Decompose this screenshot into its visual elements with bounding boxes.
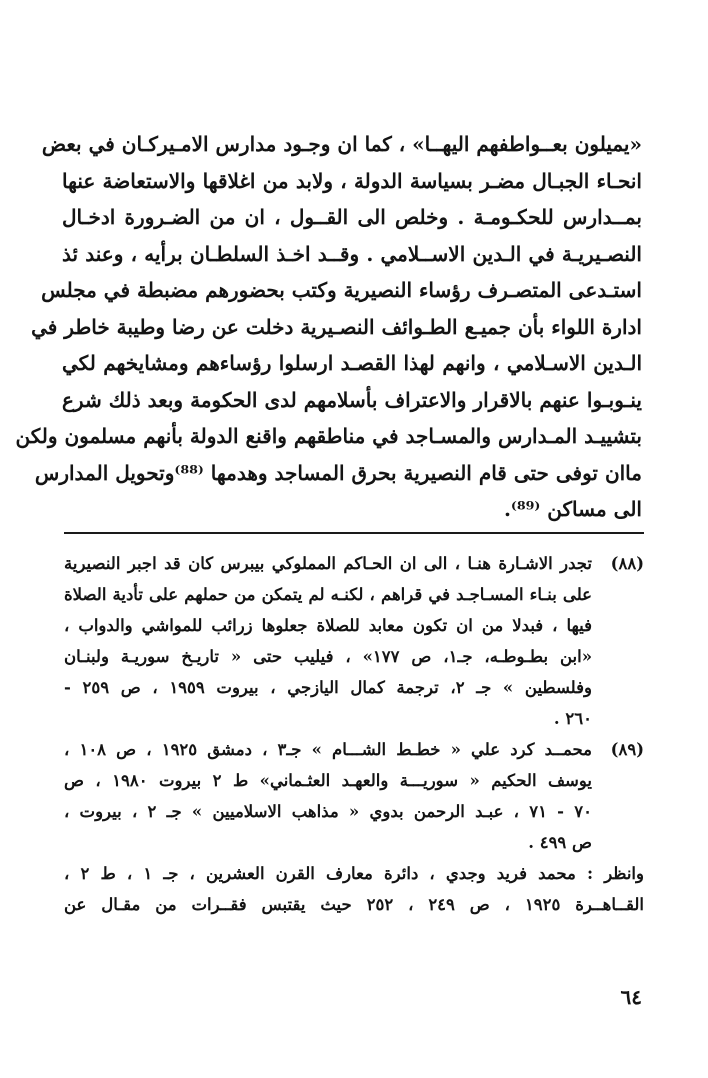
footnote-line: ٧٠ - ٧١ ، عبـد الرحمن بدوي « مذاهب الاسلاميين » جـ ٢ ، بيروت ،: [64, 802, 593, 821]
text-line: ماان توفى حتى قام النصيرية بحرق المساجد وهدمها ⁽⁸⁸⁾وتحويل المدارس: [34, 460, 642, 485]
footnote-line: على بنـاء المسـاجـد في قراهم ، لكنـه لم يتمكن من حملهم على تأدية الصلاة: [64, 585, 592, 604]
page-number: ٦٤: [620, 985, 642, 1009]
footnote-line: ٢٦٠ .: [553, 709, 592, 728]
text-line: استـدعى المتصـرف رؤساء النصيرية وكتب بحضورهم مضبطة في مجلس: [41, 278, 642, 302]
text-line: انحـاء الجبـال مضـر بسياسة الدولة ، ولابد من اغلاقها والاستعاضة عنها: [62, 168, 642, 193]
text-line: ادارة اللواء بأن جميـع الطـوائف النصـيرية دخلت عن رضا وطيبة خاطر في: [31, 314, 642, 339]
footnote-line: فيها ، فبدلا من ان تكون معابد للصلاة جعلوها زرائب للمواشي والدواب ،: [64, 616, 592, 635]
footnote-see-also: [64, 858, 644, 920]
footnote-line: تجدر الاشـارة هنـا ، الى ان الحـاكم المملوكي بيبرس كان قد اجبر النصيرية: [64, 554, 592, 573]
footnote-line: يوسف الحكيم « سوريـــة والعهـد العثـماني» ط ٢ بيروت ١٩٨٠ ، ص: [64, 771, 592, 790]
text-line: الـدين الاسـلامي ، وانهم لهذا القصـد ارسلوا رؤساءهم ومشايخهم لكي: [62, 351, 642, 375]
footnote-line: وفلسطين » جـ ٢، ترجمة كمال اليازجي ، بيروت ١٩٥٩ ، ص ٢٥٩ -: [64, 678, 592, 697]
footnote-line: محمــد كرد علي « خطـط الشـــام » جـ٣ ، دمشق ١٩٢٥ ، ص ١٠٨ ،: [64, 740, 592, 759]
footnote-line: ص ٤٩٩ .: [528, 833, 592, 852]
text-line: النصـيريـة في الـدين الاســلامي . وقــد اخـذ السلطـان برأيه ، وعند ئذ: [62, 241, 642, 266]
text-line: بمــدارس للحكـومـة . وخلص الى القــول ، ان من الضـرورة ادخـال: [62, 205, 642, 229]
footnotes: [64, 548, 644, 920]
footnote-line: وانظر : محمد فريد وجدي ، دائرة معارف القرن العشرين ، جـ ١ ، ط ٢ ،: [64, 864, 644, 883]
text-line: بتشييـد المـدارس والمسـاجد في مناطقهم واقنع الدولة بأنهم مسلمون ولكن: [15, 424, 642, 448]
footnote-89: [64, 734, 644, 858]
footnote-88: [64, 548, 644, 734]
footnote-separator: [64, 532, 644, 534]
text-line: الى مساكن ⁽⁸⁹⁾.: [503, 497, 642, 521]
text-line: ينـوبـوا عنهم بالاقرار والاعتراف بأسلامهم لدى الحكومة وبعد ذلك شرع: [62, 387, 642, 412]
main-text: [15, 126, 642, 528]
footnote-number: (٨٩): [610, 740, 644, 759]
footnote-line: «ابن بطـوطـه، جـ١، ص ١٧٧» ، فيليب حتى « تاريـخ سوريـة ولبنـان: [64, 647, 593, 666]
text-line: «يميلون بعــواطفهم اليهــا» ، كما ان وجـود مدارس الامـيركـان في بعض: [41, 132, 642, 156]
footnote-number: (٨٨): [610, 554, 644, 573]
footnote-line: القــاهــرة ١٩٢٥ ، ص ٢٤٩ ، ٢٥٢ حيث يقتبس فقــرات من مقـال عن: [64, 895, 644, 914]
